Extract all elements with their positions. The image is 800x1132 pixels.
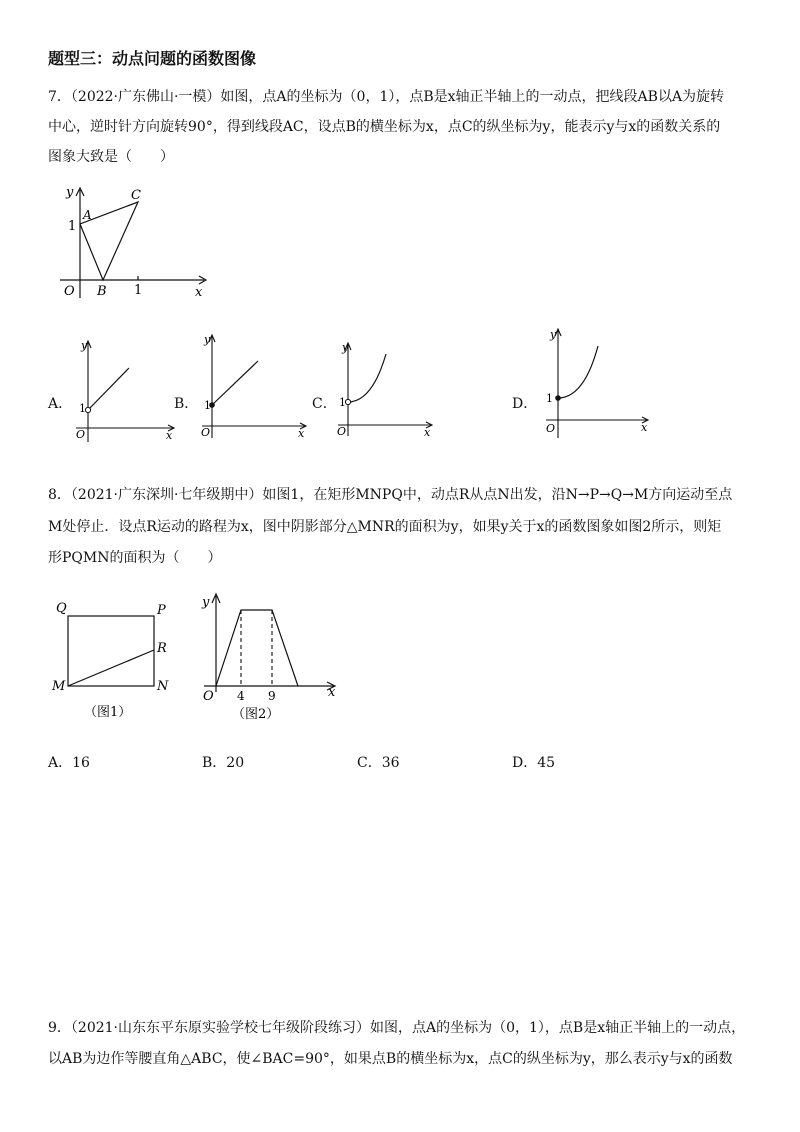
q7-option-d-graph[interactable] [540, 326, 652, 442]
graph-line [212, 361, 258, 405]
q8-option-a[interactable]: A．16 [48, 755, 90, 771]
label-x: x [328, 685, 336, 700]
fig1-caption: （图1） [84, 705, 132, 720]
q7-option-c-graph[interactable] [334, 340, 436, 440]
label-1: 1 [79, 402, 86, 415]
label-b: B [97, 284, 107, 299]
tick-label-9: 9 [268, 689, 276, 703]
q7-option-b-label[interactable]: B． [174, 396, 199, 412]
graph-curve [558, 346, 598, 398]
label-1: 1 [546, 392, 553, 405]
segment-mr [68, 650, 154, 686]
label-o: O [546, 422, 556, 435]
q7-line-2: 中心，逆时针方向旋转90°，得到线段AC，设点B的横坐标为x，点C的纵坐标为y，能表示y与x的函数关系的 [48, 119, 721, 135]
graph-curve [348, 354, 386, 402]
q9-line-1: 9．（2021·山东东平东原实验学校七年级阶段练习）如图，点A的坐标为（0，1），点B是x轴正半轴上的一动点， [48, 1020, 746, 1036]
label-1-x: 1 [134, 283, 143, 298]
section-heading: 题型三：动点问题的函数图像 [48, 49, 257, 68]
q8-line-3: 形PQMN的面积为（ ） [48, 550, 222, 566]
label-y: y [204, 333, 211, 346]
q8-figure-1 [50, 600, 185, 725]
label-1: 1 [339, 396, 346, 409]
q7-figure [54, 180, 214, 305]
q8-option-c[interactable]: C．36 [357, 755, 400, 771]
open-endpoint [345, 399, 350, 404]
label-x: x [641, 421, 648, 434]
label-x: x [298, 427, 305, 440]
label-o: O [76, 428, 86, 441]
fig2-caption: （图2） [232, 707, 280, 722]
closed-endpoint [555, 395, 561, 401]
label-o: O [203, 689, 214, 704]
label-y: y [202, 595, 210, 610]
label-m: M [52, 679, 66, 694]
q7-option-a-graph[interactable] [72, 338, 177, 446]
label-q: Q [56, 601, 67, 616]
label-r: R [157, 641, 167, 656]
q8-line-1: 8．（2021·广东深圳·七年级期中）如图1，在矩形MNPQ中，动点R从点N出发，沿N→P→Q→M方向运动至点 [48, 487, 733, 503]
q7-option-a-label[interactable]: A． [48, 396, 73, 412]
label-x: x [166, 429, 173, 442]
q8-line-2: M处停止．设点R运动的路程为x，图中阴影部分△MNR的面积为y，如果y关于x的函数图象如图2所示，则矩 [48, 519, 722, 535]
label-1-y: 1 [68, 219, 77, 234]
label-y: y [66, 185, 74, 200]
q8-option-b[interactable]: B．20 [202, 755, 245, 771]
label-o: O [64, 284, 75, 299]
label-x: x [195, 285, 203, 300]
graph-polyline [216, 610, 298, 686]
q8-option-d[interactable]: D．45 [512, 755, 556, 771]
label-c: C [131, 188, 141, 203]
q7-option-c-label[interactable]: C． [312, 396, 337, 412]
label-o: O [201, 426, 211, 439]
label-x: x [424, 426, 431, 439]
label-y: y [550, 328, 557, 341]
q7-line-3: 图象大致是（ ） [48, 149, 174, 165]
q9-line-2: 以AB为边作等腰直角△ABC，使∠BAC=90°，如果点B的横坐标为x，点C的纵坐标为y，那么表示y与x的函数 [48, 1051, 733, 1067]
q8-figure-2 [194, 588, 346, 726]
q7-option-b-graph[interactable] [198, 330, 310, 444]
open-endpoint [85, 407, 90, 412]
label-y: y [342, 341, 349, 354]
label-1: 1 [204, 399, 211, 412]
label-o: O [337, 425, 347, 438]
label-n: N [157, 679, 169, 694]
q7-line-1: 7．（2022·广东佛山·一模）如图，点A的坐标为（0，1），点B是x轴正半轴上的一动点，把线段AB以A为旋转 [48, 89, 725, 105]
tick-label-4: 4 [237, 689, 245, 703]
q7-option-d-label[interactable]: D． [512, 396, 538, 412]
rectangle-mnpq [68, 616, 154, 686]
label-a: A [83, 208, 92, 222]
label-p: P [157, 603, 166, 618]
label-y: y [81, 339, 88, 352]
graph-line [88, 368, 129, 410]
